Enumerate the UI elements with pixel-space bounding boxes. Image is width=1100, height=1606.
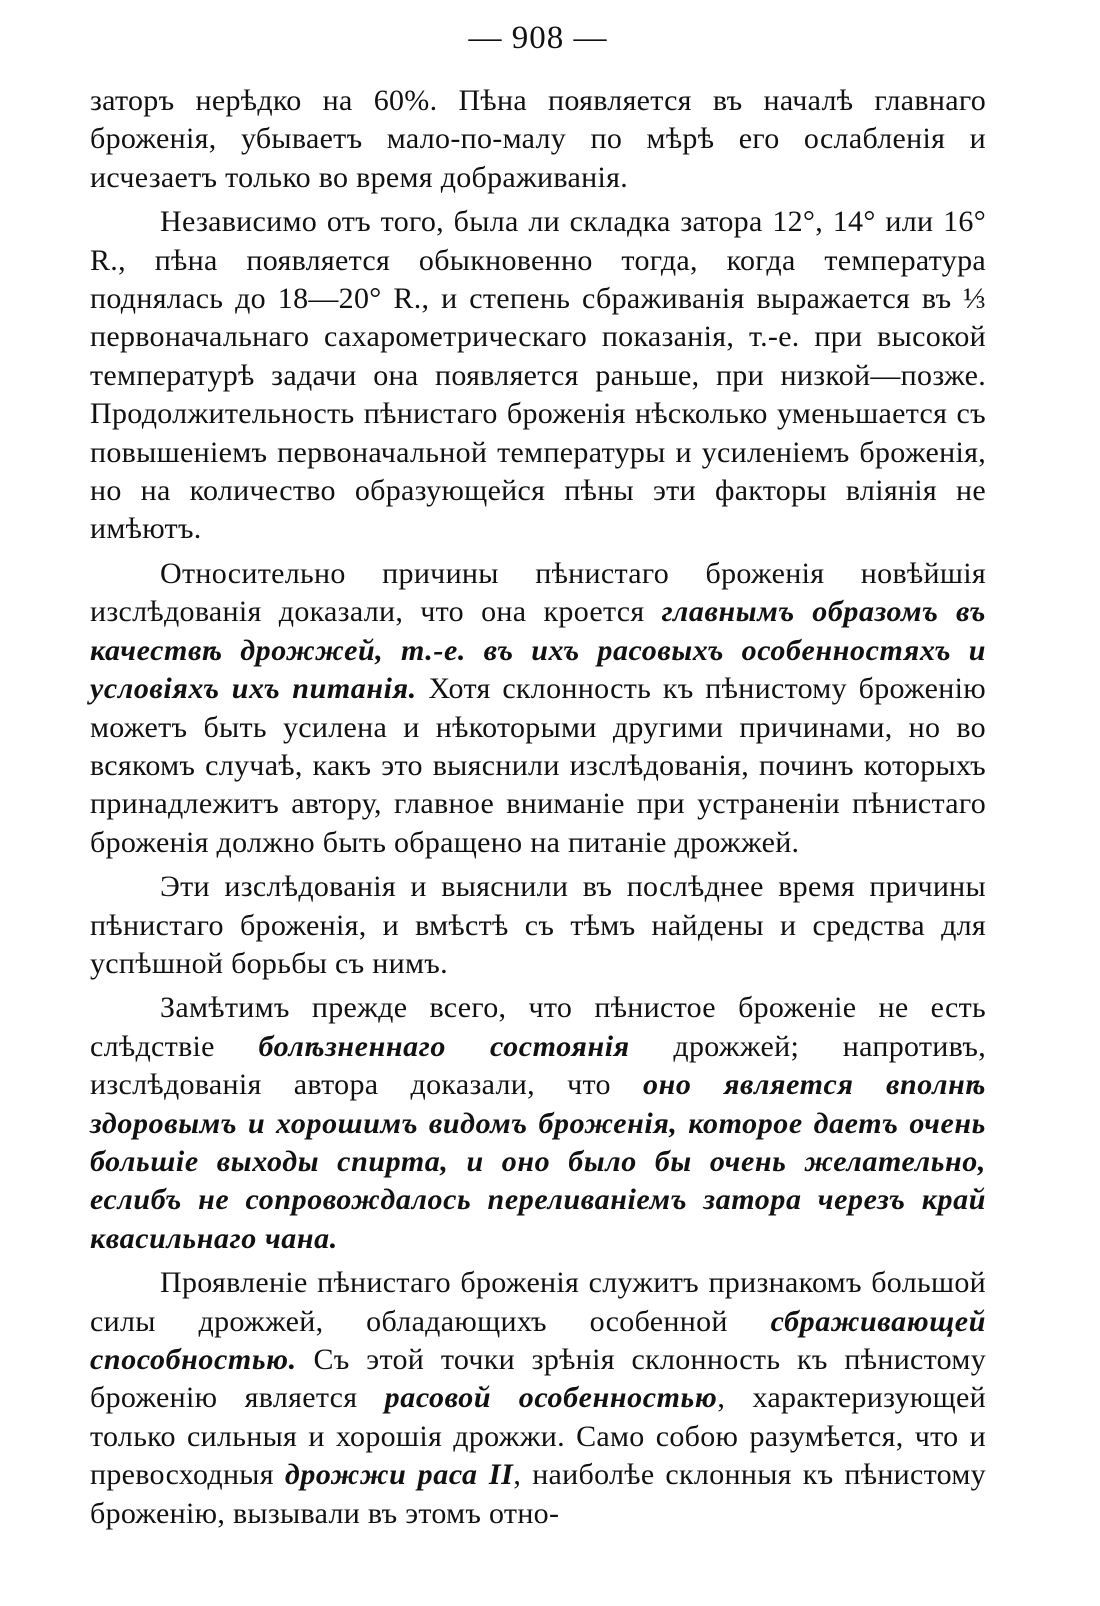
text-run: Относительно причины пѣнистаго броженія новѣйшія изслѣдованія доказали, что она кроется — [90, 556, 986, 629]
paragraph — [90, 989, 986, 1258]
text-run: , наиболѣе склонныя къ пѣнистому броженію, вызывали въ этомъ отно- — [90, 1458, 986, 1530]
emphasized-text: оно является вполнѣ здоровымъ и хорошимъ видомъ броженія, которое даетъ очень большіе выходы спирта, и оно было бы очень желательно, еслибъ не сопровождалось переливаніемъ затора черезъ край квасильнаго чана. — [90, 1068, 986, 1255]
emphasized-text: дрожжи раса II — [284, 1458, 514, 1492]
text-run: Съ этой точки зрѣнія склонность къ пѣнистому броженію является — [90, 1343, 986, 1415]
paragraph — [90, 203, 986, 549]
document-page — [90, 18, 986, 1539]
emphasized-text: главнымъ образомъ въ качествѣ дрожжей, т.-е. въ ихъ расовыхъ особенностяхъ и условіяхъ ихъ питанія. — [90, 595, 986, 706]
emphasized-text: расовой особенностью — [384, 1381, 718, 1415]
text-run: заторъ нерѣдко на 60%. Пѣна появляется въ началѣ главнаго броженія, убываетъ мало-по-малу по мѣрѣ его ослабленія и исчезаетъ только во время дображиванія. — [90, 84, 986, 194]
page-number: — 908 — — [468, 20, 608, 56]
emphasized-text: болѣзненнаго состоянія — [258, 1029, 630, 1063]
text-run: Проявленіе пѣнистаго броженія служитъ признакомъ большой силы дрожжей, обладающихъ особенной — [90, 1266, 986, 1338]
paragraph — [90, 82, 986, 197]
paragraph — [90, 868, 986, 983]
text-run: , характеризующей только сильныя и хорошія дрожжи. Само собою разумѣется, что и превосходныя — [90, 1381, 986, 1492]
emphasized-text: сбраживающей способностью. — [90, 1304, 986, 1376]
paragraph — [90, 555, 986, 862]
text-run: Независимо отъ того, была ли складка затора 12°, 14° или 16° R., пѣна появляется обыкновенно тогда, когда температура поднялась до 18—20° R., и степень сбраживанія выражается въ ⅓ первоначальнаго сахарометрическаго показанія, т.-е. при высокой температурѣ задачи она появляется раньше, при низкой—позже. Продолжительность пѣнистаго броженія нѣсколько уменьшается съ повышеніемъ первоначальной температуры и усиленіемъ броженія, но на количество образующейся пѣны эти факторы вліянія не имѣютъ. — [90, 205, 986, 546]
body-text — [90, 82, 986, 1533]
text-run: дрожжей; напротивъ, изслѣдованія автора доказали, что — [90, 1029, 986, 1102]
text-run: Эти изслѣдованія и выяснили въ послѣднее время причины пѣнистаго броженія, и вмѣстѣ съ тѣмъ найдены и средства для успѣшной борьбы съ нимъ. — [90, 870, 986, 980]
paragraph — [90, 1264, 986, 1533]
text-run: Хотя склонность къ пѣнистому броженію можетъ быть усилена и нѣкоторыми другими причинами, но во всякомъ случаѣ, какъ это выяснили изслѣдованія, починъ которыхъ принадлежитъ автору, главное вниманіе при устраненіи пѣнистаго броженія должно быть обращено на питаніе дрожжей. — [90, 672, 986, 859]
text-run: Замѣтимъ прежде всего, что пѣнистое броженіе не есть слѣдствіе — [90, 991, 986, 1063]
